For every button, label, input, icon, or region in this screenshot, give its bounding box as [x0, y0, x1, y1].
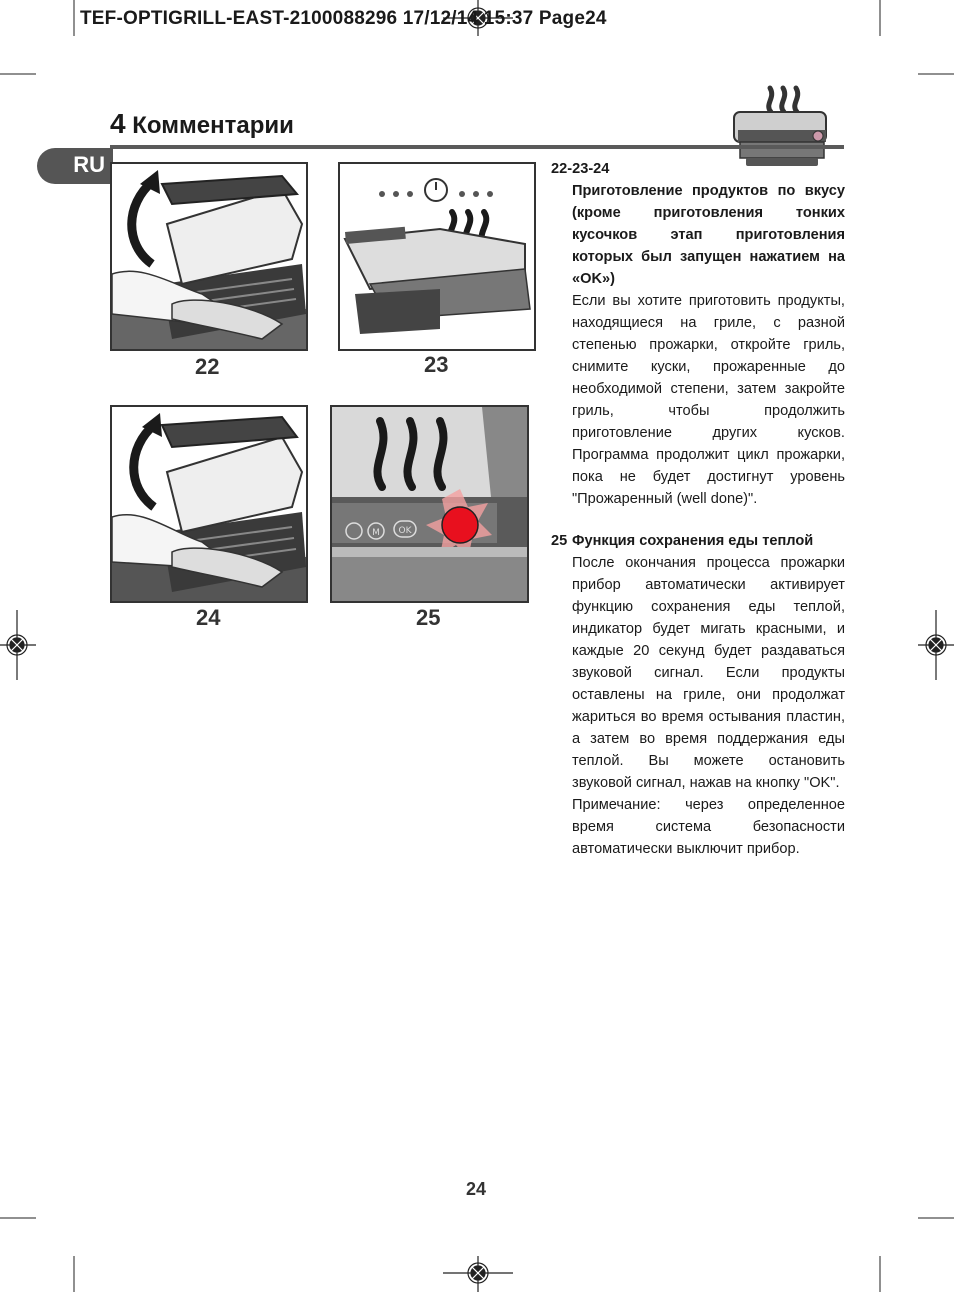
block1-heading: 22-23-24 — [551, 161, 610, 177]
section-title — [110, 108, 294, 140]
section-divider — [110, 145, 844, 149]
figure-25-label: 25 — [416, 605, 441, 630]
figure-23-label: 23 — [424, 352, 449, 377]
block2-note: Примечание: через определенное время система безопасности автоматически выключит прибор. — [572, 797, 845, 857]
page-number: 24 — [466, 1179, 487, 1199]
figure-25 — [330, 405, 529, 603]
print-header: TEF-OPTIGRILL-EAST-2100088296 17/12/14 15:37 Page24 — [80, 8, 607, 29]
mode-button-label: M — [372, 528, 380, 538]
figure-24-label: 24 — [196, 605, 221, 630]
grill-open-empty-illustration — [112, 407, 306, 601]
instructions-text — [551, 158, 845, 860]
block1-intro: Приготовление продуктов по вкусу (кроме приготовления тонких кусочков этап приготовления которых был запущен нажатием на «OK») — [572, 183, 845, 287]
block2-number: 25 — [551, 533, 568, 549]
section-number: 4 — [110, 108, 126, 139]
language-badge — [37, 148, 113, 184]
language-code: RU — [73, 152, 105, 177]
grill-indicator-illustration — [332, 407, 527, 601]
section-title-text: Комментарии — [132, 112, 294, 139]
registration-mark-bottom — [443, 1256, 513, 1292]
block1-body: Если вы хотите приготовить продукты, находящиеся на гриле, с разной степенью прожарки, откройте гриль, снимите куски, прожаренные до необходимой степени, затем закройте гриль, чтобы продолжить приготовление других кусков. Программа продолжит цикл прожарки, пока не будет достигнут уровень "Прожаренный (well done)". — [572, 293, 845, 507]
block2-body: После окончания процесса прожарки прибор автоматически активирует функцию сохранения еды теплой, индикатор будет мигать красными, и каждые 20 секунд будет раздаваться звуковой сигнал. Если продукты оставлены на гриле, они продолжат жариться во время остывания пластин, а затем во время поддержания еды теплой. Вы можете остановить звуковой сигнал, нажав на кнопку "OK". — [572, 555, 845, 791]
registration-mark-left — [0, 610, 36, 680]
ok-button-label: OK — [398, 526, 412, 536]
figure-22 — [110, 162, 308, 351]
figure-24 — [110, 405, 308, 603]
figure-22-label: 22 — [195, 354, 220, 379]
figure-23 — [338, 162, 536, 351]
block2-heading: Функция сохранения еды теплой — [572, 533, 814, 549]
registration-mark-right — [918, 610, 954, 680]
red-indicator-light — [442, 507, 478, 543]
grill-closed-timer-illustration — [340, 164, 534, 349]
grill-open-illustration — [112, 164, 306, 349]
